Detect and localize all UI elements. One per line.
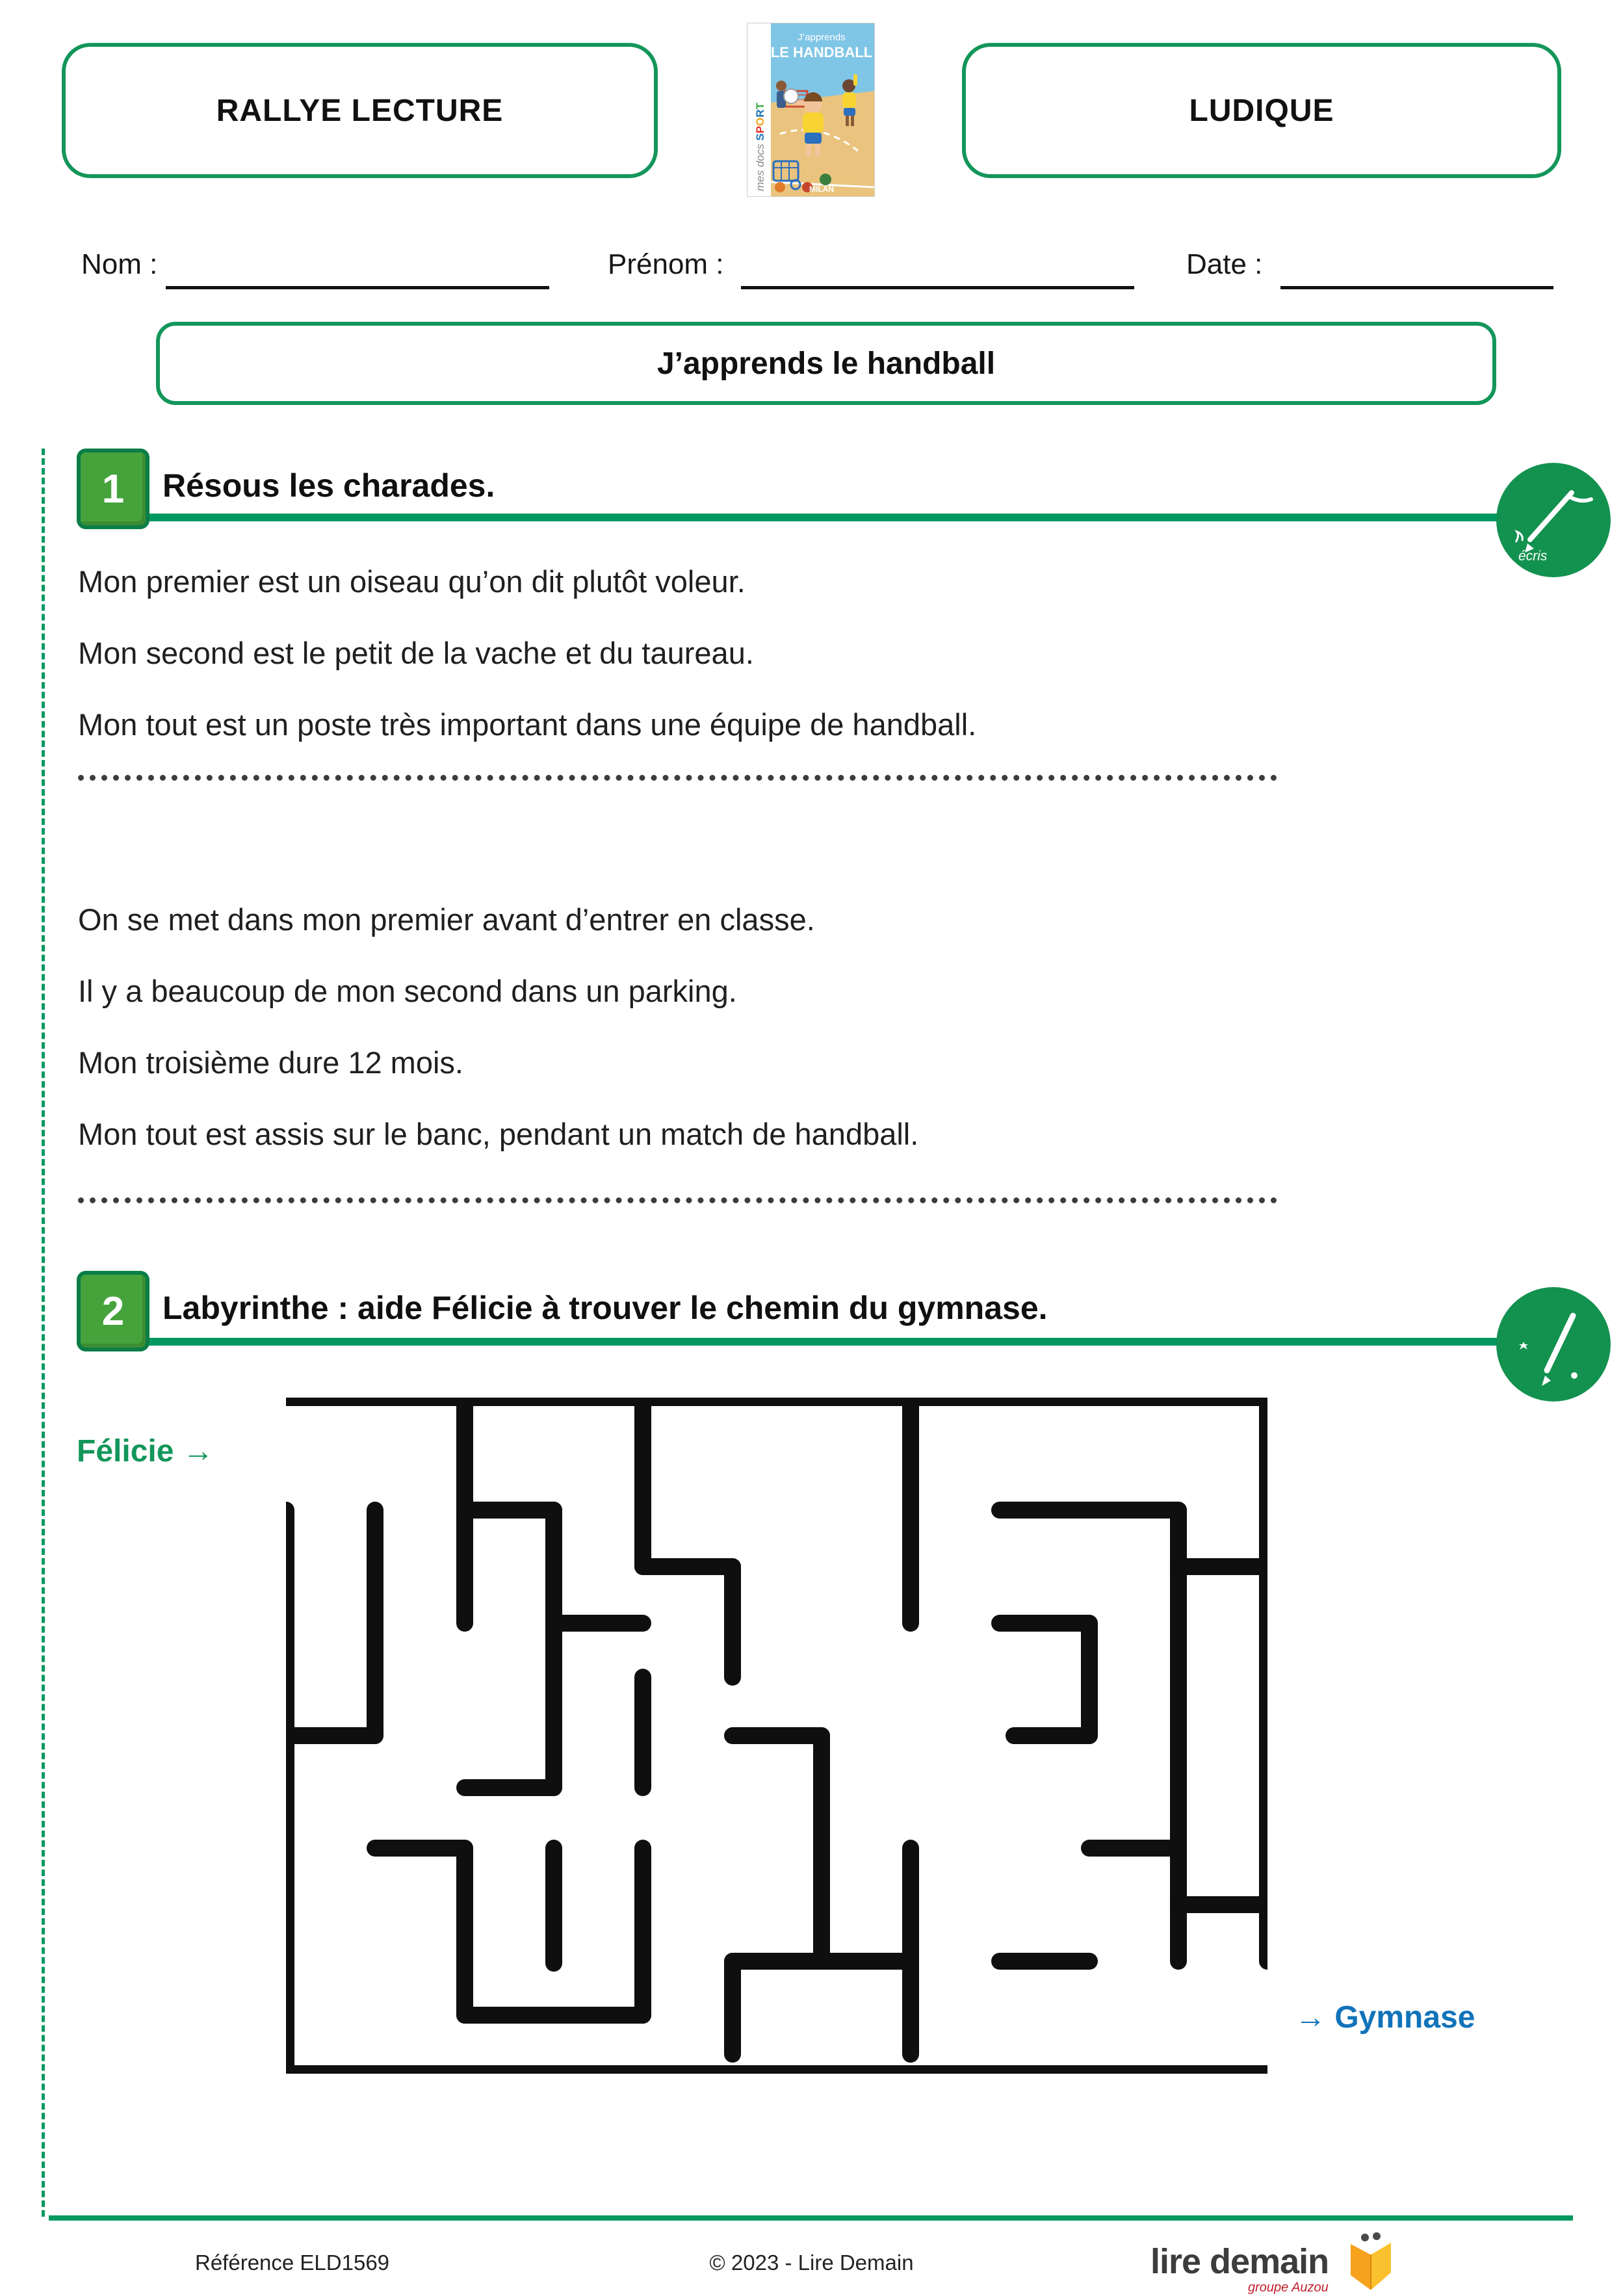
charade-2-line-2: Il y a beaucoup de mon second dans un parking. (78, 974, 737, 1008)
date-label: Date : (1186, 248, 1263, 280)
charade-1-line-3: Mon tout est un poste très important dans une équipe de handball. (78, 707, 977, 742)
firstname-write-line (741, 286, 1134, 289)
pencil-icon (1496, 1287, 1611, 1402)
maze-start-label: Félicie → (77, 1434, 214, 1468)
groupe-auzou-label: groupe Auzou (1248, 2280, 1329, 2295)
write-icon (1496, 463, 1611, 577)
section2-number-box (77, 1271, 149, 1351)
charade-1-line-2: Mon second est le petit de la vache et du taureau. (78, 636, 754, 670)
charade-1-line-1: Mon premier est un oiseau qu’on dit plutôt voleur. (78, 564, 746, 599)
write-icon-label: écris (1518, 549, 1548, 564)
open-book-icon (1345, 2230, 1404, 2292)
charade-2 (78, 884, 918, 1170)
footer-copyright: © 2023 - Lire Demain (709, 2250, 914, 2275)
section1-title: Résous les charades. (162, 467, 495, 504)
cover-series-label: J’apprends (798, 32, 846, 43)
charade-2-line-3: Mon troisième dure 12 mois. (78, 1045, 463, 1080)
section1-number-box (77, 449, 149, 529)
book-spine-text: mes docs SPORT (754, 102, 766, 191)
margin-dashed-line (42, 449, 45, 2217)
handball-icon (784, 89, 798, 103)
book-cover-image (747, 23, 874, 196)
maze-end-label: → Gymnase (1295, 2000, 1475, 2035)
section2-title: Labyrinthe : aide Félicie à trouver le chemin du gymnase. (162, 1290, 1048, 1326)
section2-number: 2 (101, 1288, 125, 1334)
answer-dotted-line-2 (78, 1197, 1277, 1203)
worksheet-title: J’apprends le handball (656, 346, 996, 381)
rallye-lecture-label: RALLYE LECTURE (216, 93, 504, 128)
cover-title: LE HANDBALL (770, 44, 873, 60)
footer-separator (49, 2215, 1573, 2221)
section1-underline (78, 514, 1505, 521)
date-write-line (1280, 286, 1553, 289)
maze (286, 1398, 1267, 2074)
charade-1 (78, 546, 976, 761)
book-cover (747, 23, 874, 196)
name-write-line (166, 286, 549, 289)
name-label: Nom : (81, 248, 158, 280)
sparkle-icon (1519, 1342, 1528, 1350)
answer-dotted-line-1 (78, 775, 1277, 781)
lire-demain-wordmark: lire demain (1150, 2242, 1329, 2281)
firstname-label: Prénom : (608, 248, 724, 280)
ludique-label: LUDIQUE (1189, 93, 1334, 128)
lire-demain-logo (1150, 2230, 1430, 2295)
ludique-box (962, 43, 1561, 178)
section1-number: 1 (101, 466, 125, 512)
section2-underline (78, 1338, 1505, 1346)
cover-publisher: MILAN (809, 185, 834, 194)
maze-svg (286, 1398, 1267, 2074)
rallye-lecture-box (62, 43, 658, 178)
footer-reference: Référence ELD1569 (195, 2250, 390, 2275)
charade-2-line-1: On se met dans mon premier avant d’entrer en classe. (78, 902, 815, 937)
worksheet-title-box (156, 322, 1496, 405)
charade-2-line-4: Mon tout est assis sur le banc, pendant un match de handball. (78, 1117, 919, 1151)
